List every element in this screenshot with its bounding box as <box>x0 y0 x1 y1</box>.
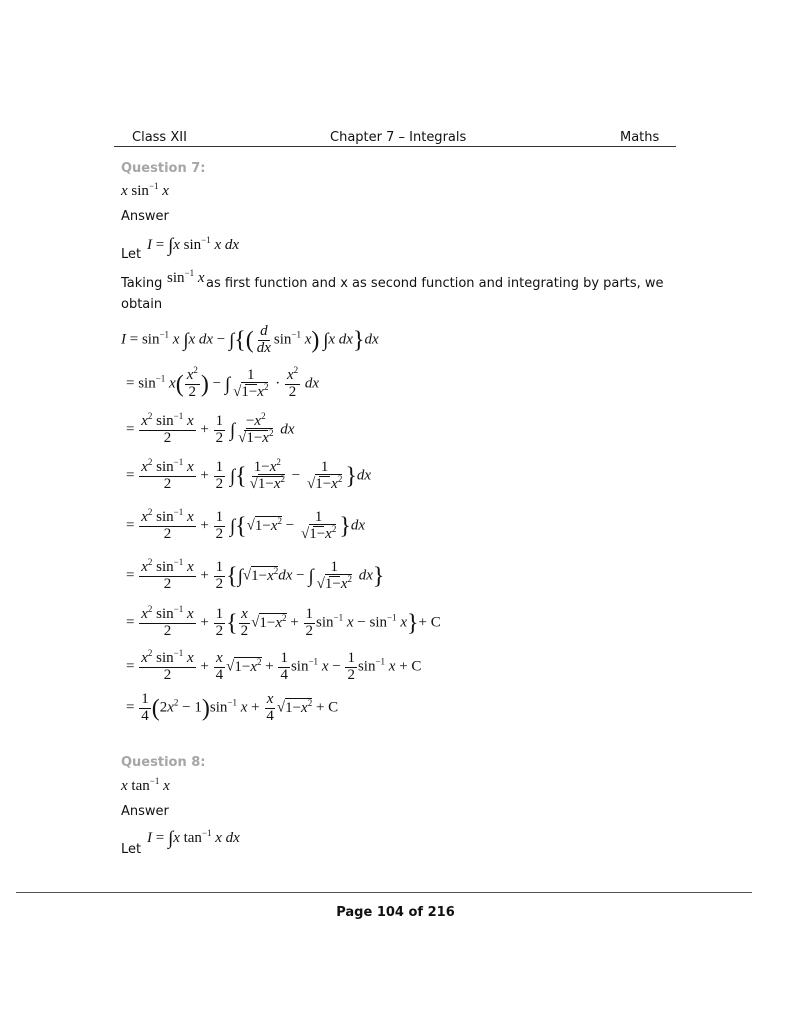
question-7-title: Question 7: <box>121 161 206 176</box>
constant-c: C <box>430 614 441 631</box>
derivation-step-3: = $\frac{x^2 \sin^{-1} x}{2}$ + $\frac{1}{2}$ ∫ $\frac{-x^2}{√1-x^2}$ dx <box>126 411 295 446</box>
derivation-step-2: = $\sin^{-1} x$( $\frac{x^2}{2}$ ) − ∫ $\frac{1}{√1-x^2}$ · $\frac{x^2}{2}$ dx <box>126 365 320 400</box>
derivation-step-4: = $\frac{x^2 \sin^{-1} x}{2}$ + $\frac{1}{2}$ ∫{ $\frac{1-x^2}{√1-x^2}$ − $\frac{1}{√1-x^2}$ }dx <box>126 457 372 492</box>
header-chapter: Chapter 7 – Integrals <box>330 130 467 145</box>
let-label-8: Let <box>121 842 142 857</box>
header-rule <box>114 146 676 147</box>
derivation-step-1: $I = \sin^{-1} x$ ∫x dx − ∫{( $\frac{d}{dx}$ $\sin^{-1} x$) ∫x dx}dx <box>121 323 379 356</box>
footer-rule <box>16 892 752 893</box>
let-label-7: Let <box>121 247 142 262</box>
taking-description: as first function and x as second function and integrating by parts, we <box>206 276 664 291</box>
answer-label-7: Answer <box>121 209 169 224</box>
integral-definition-7: I = ∫x $\sin^{-1} x$ dx <box>147 234 240 256</box>
answer-label-8: Answer <box>121 804 169 819</box>
derivation-step-7: = $\frac{x^2 \sin^{-1} x}{2}$ + $\frac{1}{2}$ { $\frac{x}{2}$ $√1-x^2$ + $\frac{1}{2}$ $\sin^{-1} x - \sin^{-1} x\}+ C$ <box>126 604 441 639</box>
derivation-step-5: = $\frac{x^2 \sin^{-1} x}{2}$ + $\frac{1}{2}$ $\int\{√1-x^2$ − $\frac{1}{√1-x^2}$ }dx <box>126 507 366 542</box>
question-8-title: Question 8: <box>121 755 206 770</box>
derivation-step-9: = $\frac{1}{4}$ $(2x^2 - 1)\sin^{-1}$ x + $\frac{x}{4}$ $√1-x^2 + C$ <box>126 691 339 724</box>
obtain-label: obtain <box>121 297 163 312</box>
question-7-expression: x $\sin^{-1} x$ <box>121 181 169 199</box>
integral-definition-8: I = ∫x $\tan^{-1} x$ dx <box>147 827 240 849</box>
derivation-step-8: = $\frac{x^2 \sin^{-1} x}{2}$ + $\frac{x}{4}$ $√1-x^2$ + $\frac{1}{4}$ $\sin^{-1} x$ − $\frac{1}{2}$ $\sin^{-1} x + C$ <box>126 648 422 683</box>
header-subject: Maths <box>620 130 660 145</box>
question-8-expression: x $\tan^{-1} x$ <box>121 776 170 794</box>
page-number: Page 104 of 216 <box>336 905 455 920</box>
taking-label: Taking <box>121 276 163 291</box>
derivation-step-6: = $\frac{x^2 \sin^{-1} x}{2}$ + $\frac{1}{2}$ {$\int√1-x^2dx$ − ∫ $\frac{1}{√1-x^2}$ dx} <box>126 557 385 592</box>
first-function-expression: $\sin^{-1} x$ <box>167 268 205 286</box>
header-class: Class XII <box>132 130 187 145</box>
